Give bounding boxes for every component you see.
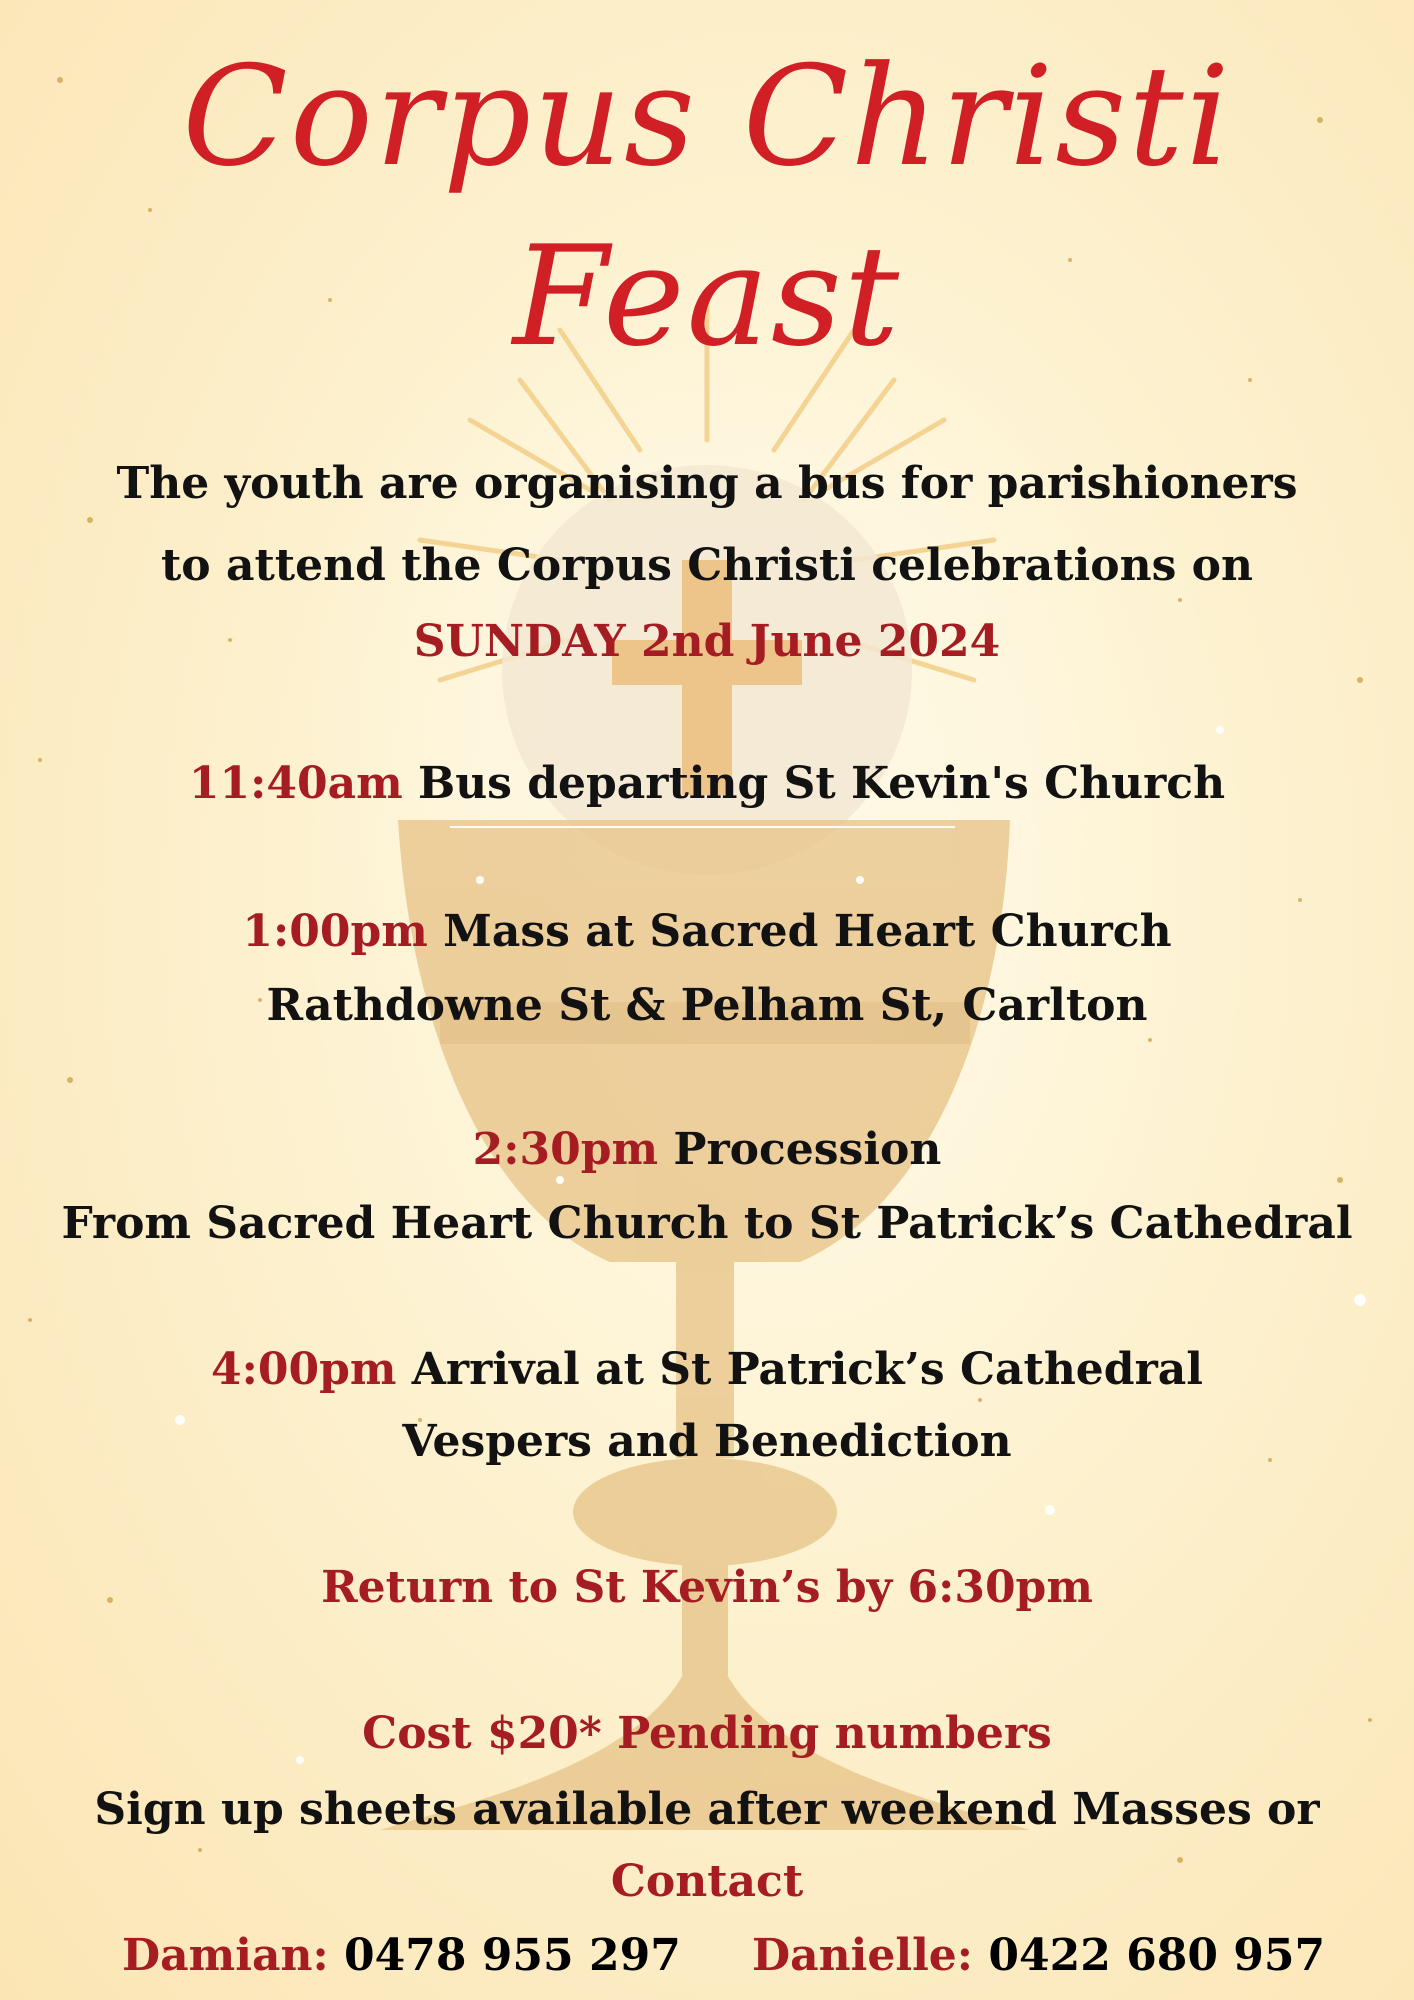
intro-line-1: The youth are organising a bus for parishioners bbox=[116, 458, 1298, 509]
schedule-item-4 bbox=[0, 1342, 1414, 1398]
schedule-time: 11:40am bbox=[188, 758, 403, 809]
schedule-time: 4:00pm bbox=[211, 1344, 397, 1395]
contact-danielle bbox=[752, 1928, 1325, 1984]
schedule-item-3-route: From Sacred Heart Church to St Patrick’s Cathedral bbox=[61, 1198, 1353, 1249]
page-title-line2: Feast bbox=[512, 216, 902, 377]
contact-damian bbox=[122, 1928, 681, 1984]
schedule-item-1 bbox=[0, 756, 1414, 812]
schedule-description: Procession bbox=[673, 1124, 942, 1175]
event-date: SUNDAY 2nd June 2024 bbox=[413, 616, 1001, 667]
schedule-item-4-detail: Vespers and Benediction bbox=[402, 1416, 1012, 1467]
schedule-item-2-location: Rathdowne St & Pelham St, Carlton bbox=[266, 980, 1148, 1031]
schedule-description: Mass at Sacred Heart Church bbox=[443, 906, 1172, 957]
schedule-time: 1:00pm bbox=[242, 906, 428, 957]
schedule-description: Arrival at St Patrick’s Cathedral bbox=[411, 1344, 1203, 1395]
contact-phone[interactable]: 0478 955 297 bbox=[344, 1930, 681, 1981]
schedule-item-2 bbox=[0, 904, 1414, 960]
schedule-time: 2:30pm bbox=[472, 1124, 659, 1175]
intro-line-2: to attend the Corpus Christi celebrations on bbox=[160, 540, 1254, 591]
page-title-line1: Corpus Christi bbox=[182, 36, 1232, 197]
signup-note: Sign up sheets available after weekend Masses or bbox=[94, 1784, 1320, 1835]
divider bbox=[450, 826, 955, 828]
contact-name: Damian: bbox=[122, 1930, 329, 1981]
contact-phone[interactable]: 0422 680 957 bbox=[988, 1930, 1326, 1981]
schedule-description: Bus departing St Kevin's Church bbox=[418, 758, 1226, 809]
cost-note: Cost $20* Pending numbers bbox=[362, 1708, 1052, 1759]
contact-heading: Contact bbox=[610, 1856, 804, 1907]
return-note: Return to St Kevin’s by 6:30pm bbox=[321, 1562, 1093, 1613]
chalice-icon bbox=[380, 820, 1030, 1830]
contact-name: Danielle: bbox=[752, 1930, 974, 1981]
schedule-item-3 bbox=[0, 1122, 1414, 1178]
